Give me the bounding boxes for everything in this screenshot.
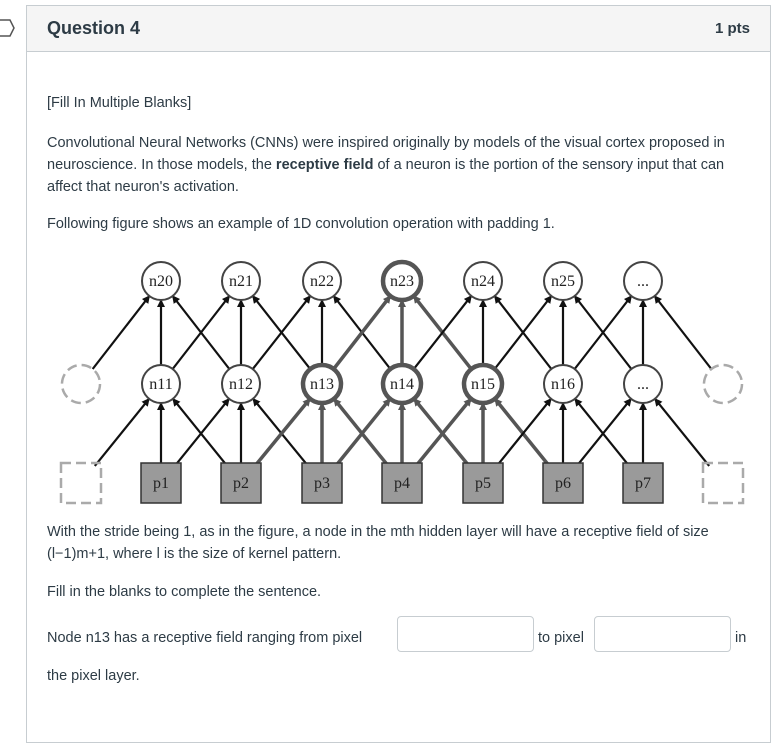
- figure-nodes: [61, 262, 743, 503]
- pixel-to-hidden-edge: [495, 399, 549, 466]
- top-node-5-label: n25: [551, 273, 575, 290]
- intro-text-a: Convolutional Neural Networks (CNNs) were inspired originally by models of the visual cortex proposed in neuroscience. In those models, the: [47, 135, 725, 173]
- pixel-to-hidden-edge: [255, 399, 310, 466]
- question-card: [26, 5, 771, 743]
- hidden-padding-node: [62, 365, 100, 403]
- pixel-padding-box: [61, 463, 101, 503]
- figure-caption: Following figure shows an example of 1D convolution operation with padding 1.: [47, 216, 555, 232]
- hidden-node-6-label: ...: [637, 376, 649, 393]
- question-title: Question 4: [47, 18, 141, 38]
- top-node-4-label: n24: [471, 273, 495, 290]
- intro-paragraph: [47, 132, 747, 198]
- instruction-text: Fill in the blanks to complete the sentence.: [47, 584, 322, 600]
- receptive-field-term: receptive field: [275, 157, 374, 173]
- convolution-figure: [27, 251, 772, 521]
- pixel-to-hidden-edge: [173, 399, 227, 466]
- stride-paragraph: With the stride being 1, as in the figure, a node in the mth hidden layer will have a receptive field of size (l−1)m+1, where l is the size of kernel pattern.: [47, 524, 709, 562]
- intro-text-b: of a neuron is the portion of the sensory input that can affect that neuron's activation.: [47, 157, 725, 195]
- hidden-node-5-label: n16: [551, 376, 575, 393]
- pixel-label-2: p3: [314, 475, 330, 492]
- hidden-padding-node: [704, 365, 742, 403]
- sentence-start: Node n13 has a receptive field ranging from pixel: [47, 630, 363, 646]
- pixel-label-0: p1: [153, 475, 169, 492]
- top-node-3-label: n23: [390, 273, 414, 290]
- top-node-2-label: n22: [310, 273, 334, 290]
- pixel-label-4: p5: [475, 475, 491, 492]
- pixel-to-hidden-edge: [577, 399, 631, 466]
- pixel-label-5: p6: [555, 475, 571, 492]
- question-header: [27, 6, 770, 52]
- blank-pixel-from-input[interactable]: [397, 616, 534, 652]
- hidden-node-3-label: n14: [390, 376, 414, 393]
- bookmark-flag-icon[interactable]: [0, 18, 16, 38]
- pixel-label-6: p7: [635, 475, 651, 492]
- hidden-node-0-label: n11: [149, 376, 173, 393]
- pixel-to-hidden-edge: [655, 399, 709, 466]
- question-points: 1 pts: [714, 20, 750, 37]
- sentence-tail: the pixel layer.: [47, 668, 140, 684]
- hidden-node-4-label: n15: [471, 376, 495, 393]
- top-node-6-label: ...: [637, 273, 649, 290]
- blank-pixel-to-input[interactable]: [594, 616, 731, 652]
- pixel-to-hidden-edge: [95, 399, 149, 466]
- pixel-padding-box: [703, 463, 743, 503]
- hidden-to-top-edge: [93, 296, 150, 369]
- pixel-label-1: p2: [233, 475, 249, 492]
- sentence-end: in: [735, 630, 747, 646]
- top-node-0-label: n20: [149, 273, 173, 290]
- hidden-to-top-edge: [655, 296, 712, 369]
- pixel-label-3: p4: [394, 475, 410, 492]
- pixel-to-hidden-edge: [175, 399, 229, 466]
- question-type-label: [Fill In Multiple Blanks]: [47, 95, 192, 111]
- sentence-mid: to pixel: [538, 630, 584, 646]
- hidden-node-1-label: n12: [229, 376, 253, 393]
- hidden-node-2-label: n13: [310, 376, 334, 393]
- pixel-to-hidden-edge: [575, 399, 629, 466]
- top-node-1-label: n21: [229, 273, 253, 290]
